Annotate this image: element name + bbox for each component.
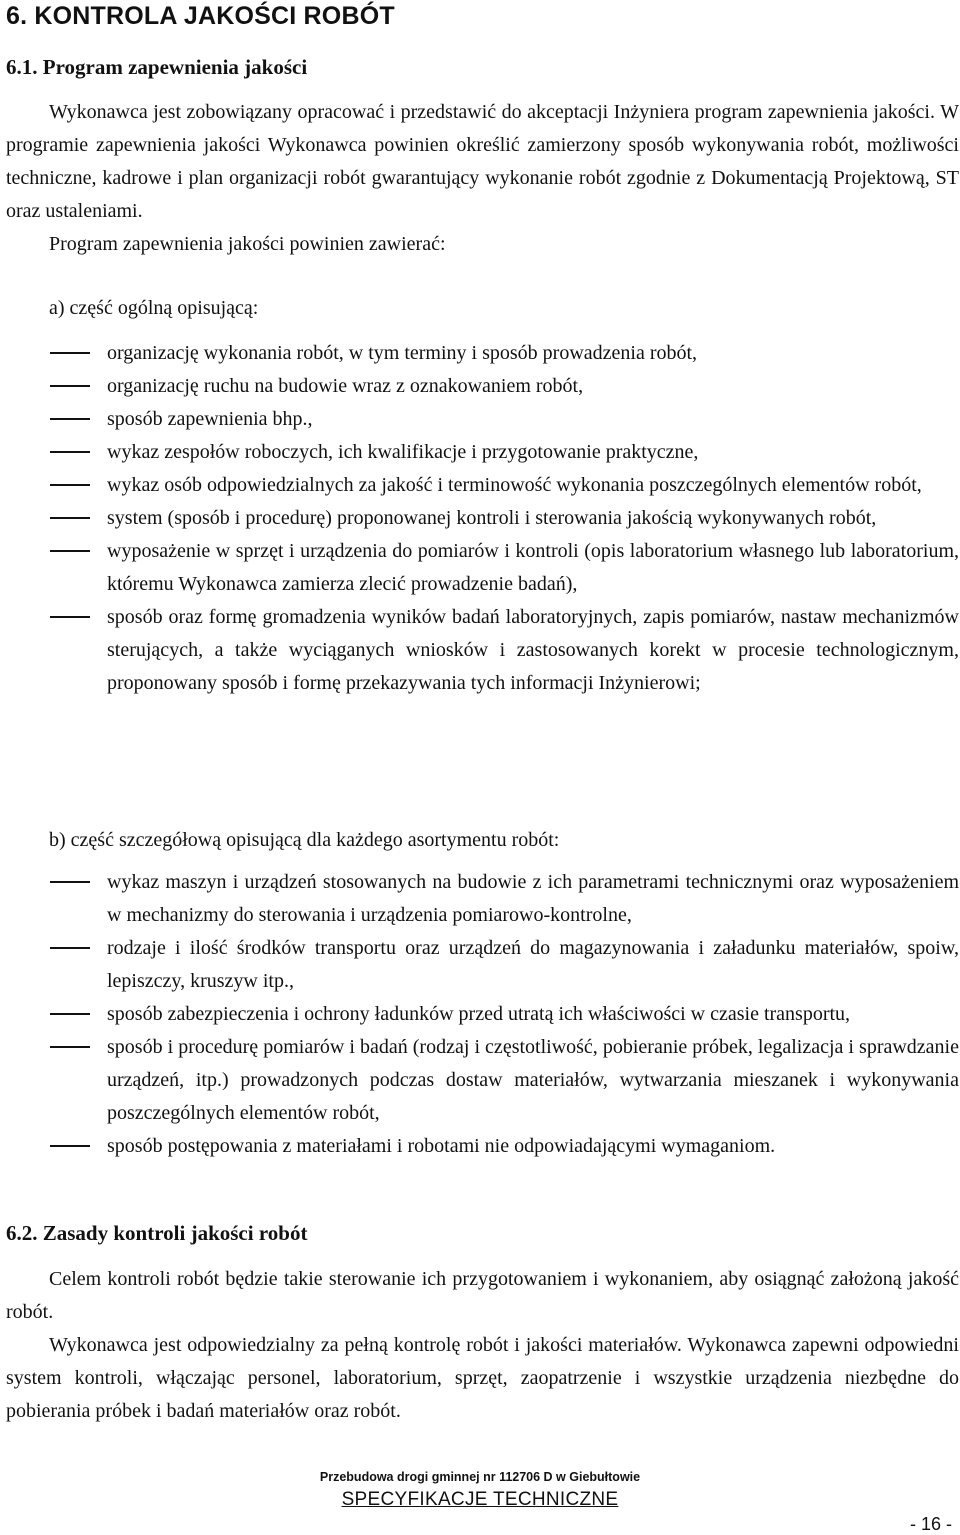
dash-bullet-icon: [50, 550, 90, 552]
page-number: - 16 -: [909, 1514, 952, 1534]
part-a-list: [0, 337, 960, 700]
list-item: sposób zabezpieczenia i ochrony ładunków przed utratą ich właściwości w czasie transportu,: [0, 998, 960, 1031]
dash-bullet-icon: [50, 1145, 90, 1147]
part-b-label: b) część szczegółową opisującą dla każdego asortymentu robót:: [49, 829, 560, 851]
list-item: sposób i procedurę pomiarów i badań (rodzaj i częstotliwość, pobieranie próbek, legalizacja i sprawdzanie urządzeń, itp.) prowadzonych podczas dostaw materiałów, wytwarzania mieszanek i wykonywania poszczególnych elementów robót,: [0, 1031, 960, 1130]
dash-bullet-icon: [50, 881, 90, 883]
list-item: organizację wykonania robót, w tym terminy i sposób prowadzenia robót,: [0, 337, 960, 370]
dash-bullet-icon: [50, 616, 90, 618]
list-item: wyposażenie w sprzęt i urządzenia do pomiarów i kontroli (opis laboratorium własnego lub laboratorium, któremu Wykonawca zamierza zlecić prowadzenie badań),: [0, 535, 960, 601]
section-6-1-paragraph-text: Wykonawca jest zobowiązany opracować i przedstawić do akceptacji Inżyniera program zapewnienia jakości. W programie zapewnienia jakości Wykonawca powinien określić zamierzony sposób wykonywania robót, możliwości techniczne, kadrowe i plan organizacji robót gwarantujący wykonanie robót zgodnie z Dokumentacją Projektową, ST oraz ustaleniami.: [6, 101, 959, 222]
section-6-1-paragraph: [6, 96, 959, 228]
dash-bullet-icon: [50, 484, 90, 486]
dash-bullet-icon: [50, 418, 90, 420]
list-item: rodzaje i ilość środków transportu oraz urządzeń do magazynowania i załadunku materiałów, spoiw, lepiszczy, kruszyw itp.,: [0, 932, 960, 998]
program-intro: Program zapewnienia jakości powinien zawierać:: [49, 233, 446, 255]
chapter-heading: 6. KONTROLA JAKOŚCI ROBÓT: [6, 2, 395, 30]
section-6-2-title: 6.2. Zasady kontroli jakości robót: [6, 1221, 308, 1245]
footer-document-title: SPECYFIKACJE TECHNICZNE: [341, 1489, 619, 1510]
list-item: sposób oraz formę gromadzenia wyników badań laboratoryjnych, zapis pomiarów, nastaw mechanizmów sterujących, a także wyciąganych wniosków i zastosowanych korekt w procesie technologicznym, proponowany sposób i formę przekazywania tych informacji Inżynierowi;: [0, 601, 960, 700]
part-a-label: a) część ogólną opisującą:: [49, 297, 259, 319]
list-item: sposób postępowania z materiałami i robotami nie odpowiadającymi wymaganiom.: [0, 1130, 960, 1163]
part-b-list: [0, 866, 960, 1163]
dash-bullet-icon: [50, 352, 90, 354]
dash-bullet-icon: [50, 451, 90, 453]
dash-bullet-icon: [50, 517, 90, 519]
section-6-2-paragraph-1: Celem kontroli robót będzie takie sterowanie ich przygotowaniem i wykonaniem, aby osiągnąć założoną jakość robót.: [6, 1268, 959, 1323]
list-item: wykaz maszyn i urządzeń stosowanych na budowie z ich parametrami technicznymi oraz wyposażeniem w mechanizmy do sterowania i urządzenia pomiarowo-kontrolne,: [0, 866, 960, 932]
dash-bullet-icon: [50, 947, 90, 949]
list-item: organizację ruchu na budowie wraz z oznakowaniem robót,: [0, 370, 960, 403]
section-6-2-paragraph-2: Wykonawca jest odpowiedzialny za pełną kontrolę robót i jakości materiałów. Wykonawca zapewni odpowiedni system kontroli, włączając personel, laboratorium, sprzęt, zaopatrzenie i wszystkie urządzenia niezbędne do pobierania próbek i badań materiałów oraz robót.: [6, 1334, 959, 1422]
list-item: wykaz osób odpowiedzialnych za jakość i terminowość wykonania poszczególnych elementów robót,: [0, 469, 960, 502]
list-item: system (sposób i procedurę) proponowanej kontroli i sterowania jakością wykonywanych robót,: [0, 502, 960, 535]
dash-bullet-icon: [50, 1046, 90, 1048]
dash-bullet-icon: [50, 385, 90, 387]
list-item: wykaz zespołów roboczych, ich kwalifikacje i przygotowanie praktyczne,: [0, 436, 960, 469]
dash-bullet-icon: [50, 1013, 90, 1015]
list-item: sposób zapewnienia bhp.,: [0, 403, 960, 436]
section-6-1-title: 6.1. Program zapewnienia jakości: [6, 55, 308, 79]
footer-project-title: Przebudowa drogi gminnej nr 112706 D w Giebułtowie: [319, 1470, 641, 1484]
